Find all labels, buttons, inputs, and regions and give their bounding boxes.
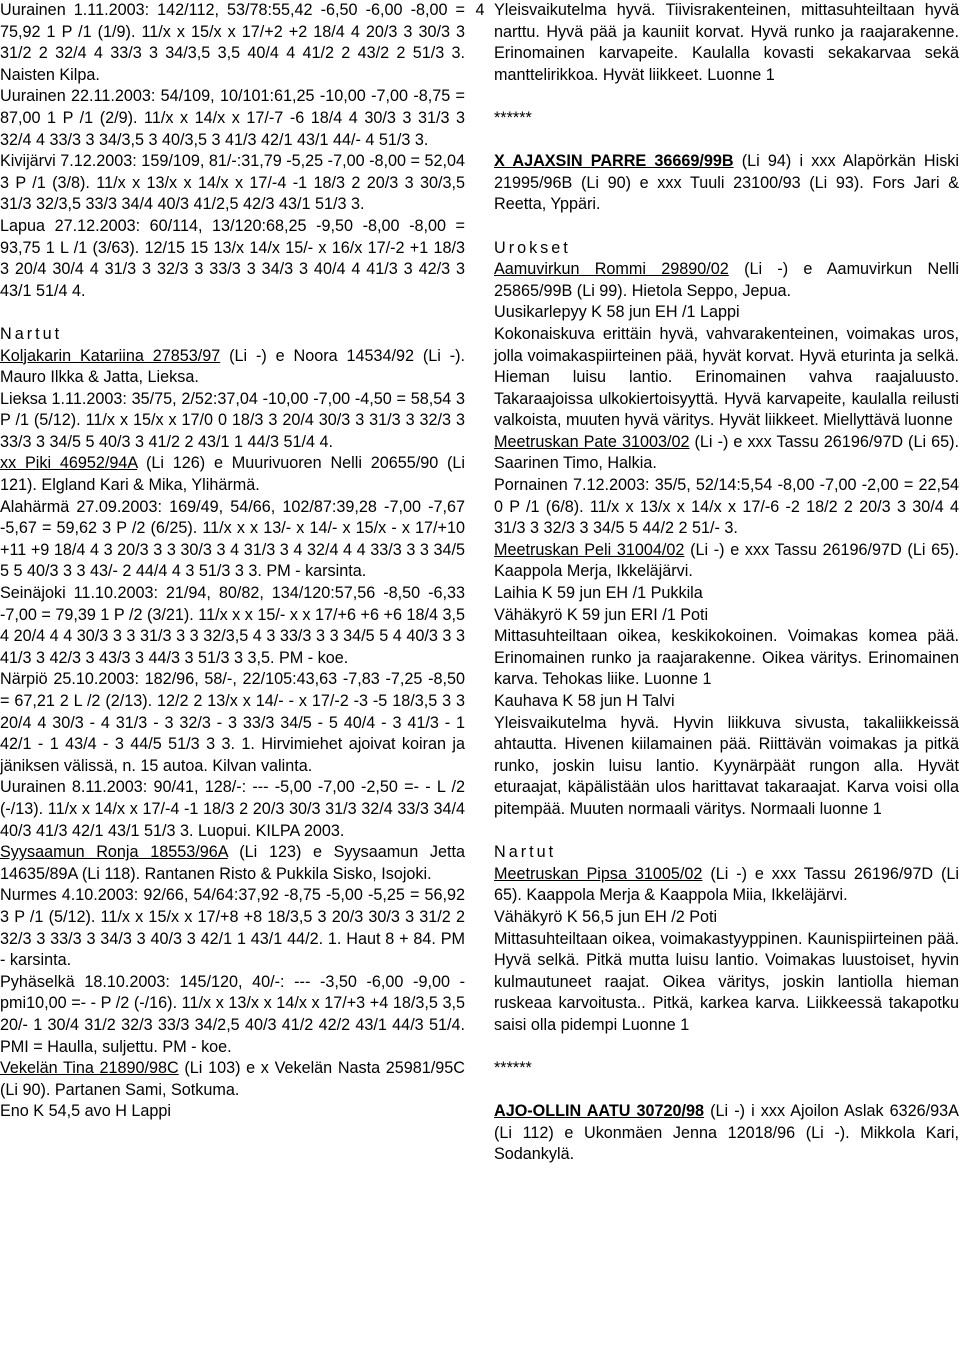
text-paragraph: Vähäkyrö K 56,5 jun EH /2 Poti [494,907,718,926]
text-paragraph: ****** [494,1059,532,1078]
dog-entry [494,864,959,907]
text-paragraph: Kokonaiskuva erittäin hyvä, vahvarakenteinen, voimakas uros, jolla voimakaspiirteinen pää, hyvät korvat. Hyvä eturinta ja selkä. Hieman luisu lantio. Erinomainen vahva raajaluusto. Takaraajoissa ulkokiertoisyyttä. Hyvä karvapeite, kaulalla reilusti valkoista, muuten hyvä väritys. Hyvät liikkeet. Miellyttävä luonne [494,324,959,430]
dog-name: Meetruskan Pipsa 31005/02 [494,864,703,883]
dog-entry [494,432,959,475]
dog-details: (Li 94) i xxx Alapörkän Hiski 21995/96B (Li 90) e xxx Tuuli 23100/93 (Li 93). Fors Jari & Reetta, Yppäri. [494,152,959,214]
text-paragraph: Eno K 54,5 avo H Lappi [0,1102,171,1121]
text-paragraph: Uurainen 8.11.2003: 90/41, 128/-: --- -5,00 -7,00 -2,50 =- - L /2 (-/13). 11/x x 14/x x 17/-4 -1 18/3 2 20/3 30/3 31/3 32/4 33/3 34/4 40/3 41/3 42/1 43/1 51/3 3. Luopui. KILPA 2003. [0,778,465,840]
dog-name: Meetruskan Peli 31004/02 [494,540,685,559]
text-paragraph: Vähäkyrö K 59 jun ERI /1 Poti [494,605,709,624]
text-paragraph: ****** [494,108,532,127]
page-number: 4 [475,1,485,19]
dog-entry [0,346,465,389]
dog-name: Vekelän Tina 21890/98C [0,1059,179,1078]
text-paragraph: Lapua 27.12.2003: 60/114, 13/120:68,25 -9,50 -8,00 -8,00 = 93,75 1 L /1 (3/63). 12/15 15 13/x 14/x 15/- x 16/x 17/-2 +1 18/3 3 20/4 30/4 4 31/3 3 32/3 3 33/3 3 34/3 3 40/4 4 41/3 3 42/3 3 43/1 51/4 4. [0,216,465,300]
dog-entry [494,540,959,583]
text-paragraph: Lieksa 1.11.2003: 35/75, 2/52:37,04 -10,00 -7,00 -4,50 = 58,54 3 P /1 (5/12). 11/x x 15/x x 17/0 0 18/3 3 20/4 30/3 3 31/3 3 32/3 3 33/3 3 34/5 5 40/3 3 41/2 2 43/1 1 44/3 51/4 4. [0,389,465,451]
left-column [0,0,465,1123]
section-heading: Nartut [0,324,63,343]
dog-name: xx Piki 46952/94A [0,454,138,473]
text-paragraph: Uurainen 1.11.2003: 142/112, 53/78:55,42 -6,50 -6,00 -8,00 = 75,92 1 P /1 (1/9). 11/x x 15/x x 17/+2 +2 18/4 4 20/3 3 30/3 3 31/2 2 32/4 4 33/3 3 34/3,5 3,5 40/4 4 41/2 2 43/2 2 51/3 3. Naisten Kilpa. [0,1,465,84]
text-paragraph: Laihia K 59 jun EH /1 Pukkila [494,584,703,603]
dog-name: Syysaamun Ronja 18553/96A [0,843,228,862]
dog-name: Koljakarin Katariina 27853/97 [0,346,221,365]
dog-entry [494,151,959,216]
text-paragraph: Pornainen 7.12.2003: 35/5, 52/14:5,54 -8,00 -7,00 -2,00 = 22,54 0 P /1 (6/8). 11/x x 13/x x 14/x x 17/-6 -2 18/2 2 20/3 3 30/4 4 31/3 3 32/3 3 34/5 5 44/2 2 51/- 3. [494,476,959,538]
text-paragraph: Seinäjoki 11.10.2003: 21/94, 80/82, 134/120:57,56 -8,50 -6,33 -7,00 = 79,39 1 P /2 (3/21). 11/x x x 15/- x x 17/+6 +6 +6 18/4 3,5 4 20/4 4 4 30/3 3 3 31/3 3 3 32/3,5 4 3 33/3 3 3 34/5 5 4 40/3 3 3 41/3 3 42/3 3 43/3 3 44/3 3 51/3 3 3,5. PM - koe. [0,584,465,667]
dog-name: X AJAXSIN PARRE 36669/99B [494,152,734,171]
dog-details: (Li -) e xxx Tassu 26196/97D (Li 65). Kaappola Merja, Ikkeläjärvi. [494,540,959,581]
dog-details: (Li 103) e x Vekelän Nasta 25981/95C (Li 90). Partanen Sami, Sotkuma. [0,1059,465,1099]
text-paragraph: Uusikarlepyy K 58 jun EH /1 Lappi [494,303,740,322]
text-paragraph: Nurmes 4.10.2003: 92/66, 54/64:37,92 -8,75 -5,00 -5,25 = 56,92 3 P /1 (5/12). 11/x x 15/x x 17/+8 +8 18/3,5 3 20/3 30/3 3 31/2 2 32/3 3 33/3 3 34/3 3 40/3 3 42/1 1 43/1 44/2. 1. Haut 8 + 84. PM - karsinta. [0,886,465,970]
text-paragraph: Yleisvaikutelma hyvä. Hyvin liikkuva sivusta, takaliikkeissä ahtautta. Hivenen kiilamainen pää. Riittävän voimakas ja pitkä runko, joskin luisu lantio. Kyynärpäät rungon alla. Hyvät eturaajat, käpälistään ulos harittavat takaraajat. Karva voisi olla pitempää. Muuten normaali väritys. Normaali luonne 1 [494,713,959,818]
section-heading: Nartut [494,843,557,862]
spacer [0,302,465,324]
dog-details: (Li 123) e Syysaamun Jetta 14635/89A (Li 118). Rantanen Risto & Pukkila Sisko, Isojoki. [0,843,465,883]
spacer [494,86,959,108]
spacer [494,1080,959,1102]
text-paragraph: Kauhava K 58 jun H Talvi [494,692,675,710]
section-heading: Urokset [494,238,571,257]
dog-details: (Li 126) e Muurivuoren Nelli 20655/90 (Li 121). Elgland Kari & Mika, Ylihärmä. [0,454,465,495]
dog-entry [494,259,959,302]
dog-details: (Li -) e xxx Tassu 26196/97D (Li 65). Saarinen Timo, Halkia. [494,432,959,473]
text-paragraph: Alahärmä 27.09.2003: 169/49, 54/66, 102/87:39,28 -7,00 -7,67 -5,67 = 59,62 3 P /2 (6/25). 11/x x x 13/- x 14/- x 15/x - x 17/+10 +11 +9 18/4 4 3 20/3 3 3 30/3 3 4 31/3 3 4 32/4 4 4 33/3 3 3 34/5 5 5 40/3 3 3 43/- 2 44/4 4 3 51/3 3 3. PM - karsinta. [0,497,465,581]
text-paragraph: Pyhäselkä 18.10.2003: 145/120, 40/-: --- -3,50 -6,00 -9,00 - pmi10,00 =- - P /2 (-/16). 11/x x 13/x x 14/x x 17/+3 +4 18/3,5 3,5 20/- 1 30/4 31/2 32/3 33/3 34/2,5 40/3 41/2 42/2 43/1 44/3 51/4. PMI = Haulla, suljettu. PM - koe. [0,972,465,1056]
dog-entry [0,1058,465,1101]
text-paragraph: Uurainen 22.11.2003: 54/109, 10/101:61,25 -10,00 -7,00 -8,75 = 87,00 1 P /1 (2/9). 11/x x 14/x x 17/-7 -6 18/4 4 30/3 3 31/3 3 32/4 4 33/3 3 34/3,5 3 40/3,5 3 41/3 42/1 43/1 44/- 4 51/3 3. [0,87,465,149]
dog-details: (Li -) i xxx Ajoilon Aslak 6326/93A (Li 112) e Ukonmäen Jenna 12018/96 (Li -). Mikkola Kari, Sodankylä. [494,1102,959,1164]
dog-details: (Li -) e Aamuvirkun Nelli 25865/99B (Li 99). Hietola Seppo, Jepua. [494,260,959,300]
dog-entry [494,1101,959,1166]
dog-entry [0,842,465,885]
dog-name: Aamuvirkun Rommi 29890/02 [494,260,729,279]
dog-name: Meetruskan Pate 31003/02 [494,432,690,451]
dog-name: AJO-OLLIN AATU 30720/98 [494,1102,705,1121]
spacer [494,130,959,152]
right-column [494,0,959,1166]
text-paragraph: Mittasuhteiltaan oikea, voimakastyyppinen. Kaunispiirteinen pää. Hyvä selkä. Pitkä mutta luisu lantio. Voimakas luustoiset, hyvin kulmautuneet raajat. Oikea väritys, joskin lantiolla hieman ruskeaa karvoitusta.. Pitkä, karkea karva. Liikkeessä takapotku saisi olla pidempi Luonne 1 [494,929,959,1034]
dog-entry [0,453,465,496]
spacer [494,216,959,238]
text-paragraph: Kivijärvi 7.12.2003: 159/109, 81/-:31,79 -5,25 -7,00 -8,00 = 52,04 3 P /1 (3/8). 11/x x 13/x x 14/x x 17/-4 -1 18/3 2 20/3 3 30/3,5 31/3 32/3,5 33/3 34/4 40/3 41/2,5 42/3 43/1 51/3 3. [0,152,465,214]
dog-details: (Li -) e xxx Tassu 26196/97D (Li 65). Kaappola Merja & Kaappola Miia, Ikkeläjärvi. [494,864,959,905]
text-paragraph: Yleisvaikutelma hyvä. Tiivisrakenteinen, mittasuhteiltaan hyvä narttu. Hyvä pää ja kauniit korvat. Hyvä runko ja raajarakenne. Erinomainen karvapeite. Kaulalla kovasti sekakarvaa sekä manttelirikkoa. Hyvät liikkeet. Luonne 1 [494,1,959,84]
spacer [494,1037,959,1059]
text-paragraph: Mittasuhteiltaan oikea, keskikokoinen. Voimakas komea pää. Erinomainen runko ja raajarakenne. Oikea väritys. Erinomainen karva. Tehokas liike. Luonne 1 [494,627,959,689]
dog-details: (Li -) e Noora 14534/92 (Li -). Mauro Ilkka & Jatta, Lieksa. [0,346,465,387]
text-paragraph: Närpiö 25.10.2003: 182/96, 58/-, 22/105:43,63 -7,83 -7,25 -8,50 = 67,21 2 L /2 (2/13). 12/2 2 13/x x 14/- - x 17/-2 -3 -5 18/3,5 3 3 20/4 4 30/3 - 4 31/3 - 3 32/3 - 3 33/3 34/5 - 5 40/4 - 3 41/3 - 1 42/1 - 1 43/4 - 3 44/5 51/3 3 3. 1. Hirvimiehet ajoivat koiran ja jäniksen välissä, n. 15 autoa. Kilvan valinta. [0,670,465,775]
spacer [494,821,959,843]
